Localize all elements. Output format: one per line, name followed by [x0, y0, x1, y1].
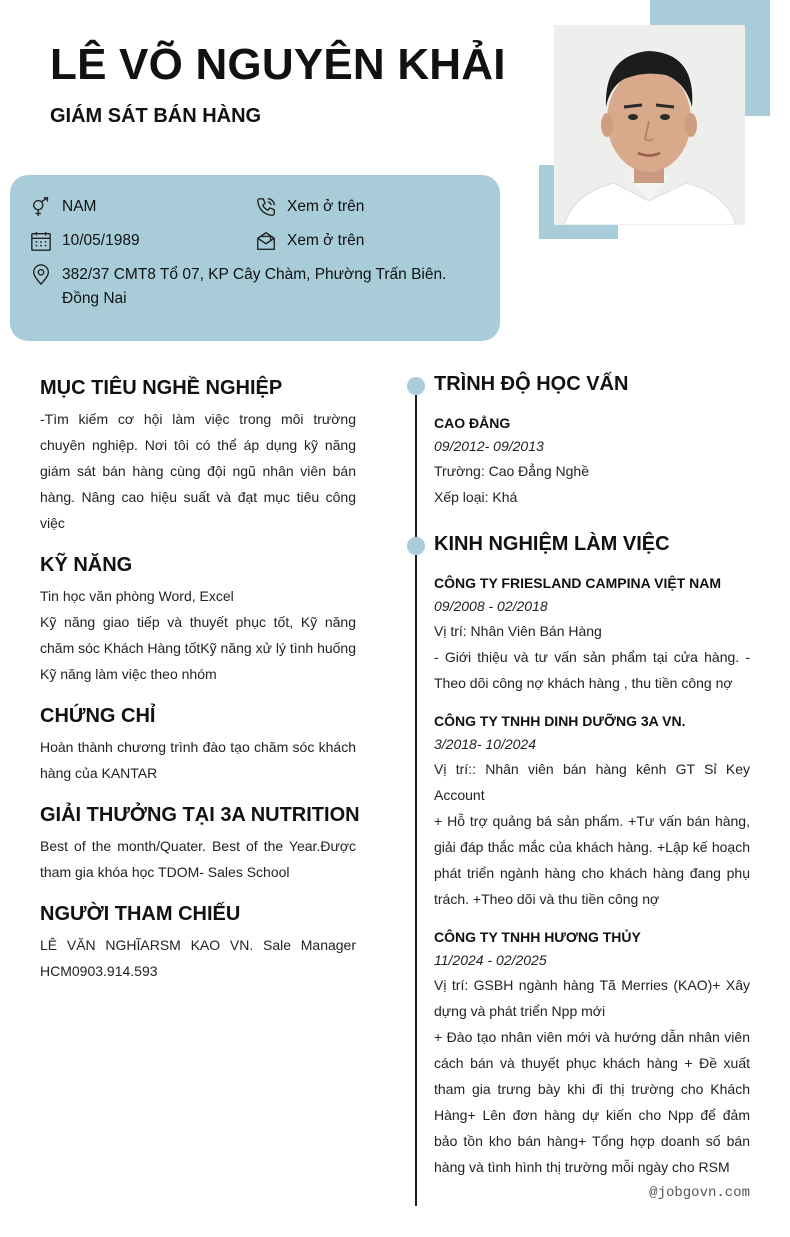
skills-title: KỸ NĂNG: [40, 554, 133, 576]
job-details: + Hỗ trợ quảng bá sản phẩm. +Tư vấn bán hàng, giải đáp thắc mắc của khách hàng. +Lập kế hoạch phát triển ngành hàng cho khách hàng đang phụ trách. +Theo dõi và thu tiền công nợ: [434, 813, 750, 907]
gender-row: [30, 197, 96, 219]
job-position: Vị trí:: Nhân viên bán hàng kênh GT Sỉ Key Account: [434, 761, 750, 803]
email-value: Xem ở trên: [287, 232, 365, 249]
gender-icon: [30, 196, 52, 218]
job-position: Vị trí: GSBH ngành hàng Tã Merries (KAO)+ Xây dựng và phát triển Npp mới: [434, 977, 750, 1019]
experience-title: KINH NGHIỆM LÀM VIỆC: [434, 533, 670, 555]
references-title: NGƯỜI THAM CHIẾU: [40, 903, 241, 925]
certificates-section: [40, 705, 356, 786]
job-entry: [434, 572, 750, 696]
timeline-line: [415, 385, 417, 1206]
education-level: CAO ĐẲNG: [434, 415, 511, 431]
education-title: TRÌNH ĐỘ HỌC VẤN: [434, 373, 629, 395]
gender-value: NAM: [62, 198, 97, 215]
phone-icon: [255, 196, 277, 218]
job-position: Vị trí: Nhân Viên Bán Hàng: [434, 623, 602, 639]
objective-title: MỤC TIÊU NGHỀ NGHIỆP: [40, 377, 283, 399]
job-company: CÔNG TY TNHH HƯƠNG THỦY: [434, 929, 641, 945]
awards-text: Best of the month/Quater. Best of the Year.Được tham gia khóa học TDOM- Sales School: [40, 838, 356, 880]
education-dates: 09/2012- 09/2013: [434, 438, 544, 454]
watermark: @jobgovn.com: [649, 1185, 750, 1201]
job-details: - Giới thiệu và tư vấn sản phẩm tại cửa hàng. - Theo dõi công nợ khách hàng , thu tiền công nợ: [434, 649, 750, 691]
job-dates: 09/2008 - 02/2018: [434, 598, 548, 614]
references-text: LÊ VĂN NGHĨARSM KAO VN. Sale Manager HCM0903.914.593: [40, 937, 356, 979]
job-entry: [434, 926, 750, 1180]
timeline-dot-education: [407, 377, 425, 395]
experience-section: [434, 533, 750, 1180]
job-entry: [434, 710, 750, 912]
profile-photo: [554, 25, 745, 225]
skills-section: [40, 554, 356, 687]
job-title: GIÁM SÁT BÁN HÀNG: [50, 105, 262, 127]
calendar-icon: [30, 230, 52, 252]
job-details: + Đào tạo nhân viên mới và hướng dẫn nhân viên cách bán và thuyết phục khách hàng + Đề xuất tham gia trưng bày khi đi thị trường cho Khách Hàng+ Lên đơn hàng dự kiến cho Npp để đảm bảo tồn kho bán hàng+ Tổng hợp doanh số bán hàng và tình hình thị trường mỗi ngày cho RSM: [434, 1029, 750, 1175]
references-section: [40, 903, 356, 984]
awards-section: [40, 804, 360, 885]
education-school: Trường: Cao Đẳng Nghề: [434, 463, 589, 479]
job-dates: 3/2018- 10/2024: [434, 736, 536, 752]
certificates-text: Hoàn thành chương trình đào tạo chăm sóc khách hàng của KANTAR: [40, 739, 356, 781]
birthday-row: [30, 231, 140, 253]
left-column: [40, 377, 360, 1002]
email-row: [255, 231, 364, 253]
phone-row: [255, 197, 364, 219]
objective-text: -Tìm kiếm cơ hội làm việc trong môi trường chuyên nghiệp. Nơi tôi có thể áp dụng kỹ năng giám sát bán hàng cùng đội ngũ nhân viên bán hàng. Nâng cao hiệu suất và đạt mục tiêu công việc: [40, 411, 356, 531]
job-company: CÔNG TY FRIESLAND CAMPINA VIỆT NAM: [434, 575, 722, 591]
objective-section: [40, 377, 356, 536]
birthday-value: 10/05/1989: [62, 232, 140, 249]
phone-value: Xem ở trên: [287, 198, 365, 215]
timeline-dot-experience: [407, 537, 425, 555]
job-company: CÔNG TY TNHH DINH DƯỠNG 3A VN.: [434, 713, 686, 729]
personal-info-box: [10, 175, 500, 341]
candidate-name: LÊ VÕ NGUYÊN KHẢI: [50, 40, 506, 89]
certificates-title: CHỨNG CHỈ: [40, 705, 156, 727]
address-row: [30, 265, 450, 311]
education-section: [434, 373, 750, 510]
email-icon: [255, 230, 277, 252]
job-dates: 11/2024 - 02/2025: [434, 952, 547, 968]
education-rank: Xếp loại: Khá: [434, 489, 518, 505]
address-value: 382/37 CMT8 Tổ 07, KP Cây Chàm, Phường Trấn Biên. Đồng Nai: [62, 266, 447, 307]
awards-title: GIẢI THƯỞNG TẠI 3A NUTRITION: [40, 804, 360, 826]
skill-item: Kỹ năng giao tiếp và thuyết phục tốt, Kỹ năng chăm sóc Khách Hàng tốtKỹ năng xử lý tình huống Kỹ năng làm việc theo nhóm: [40, 614, 357, 682]
skill-item: Tin học văn phòng Word, Excel: [40, 588, 234, 604]
location-icon: [30, 264, 52, 286]
